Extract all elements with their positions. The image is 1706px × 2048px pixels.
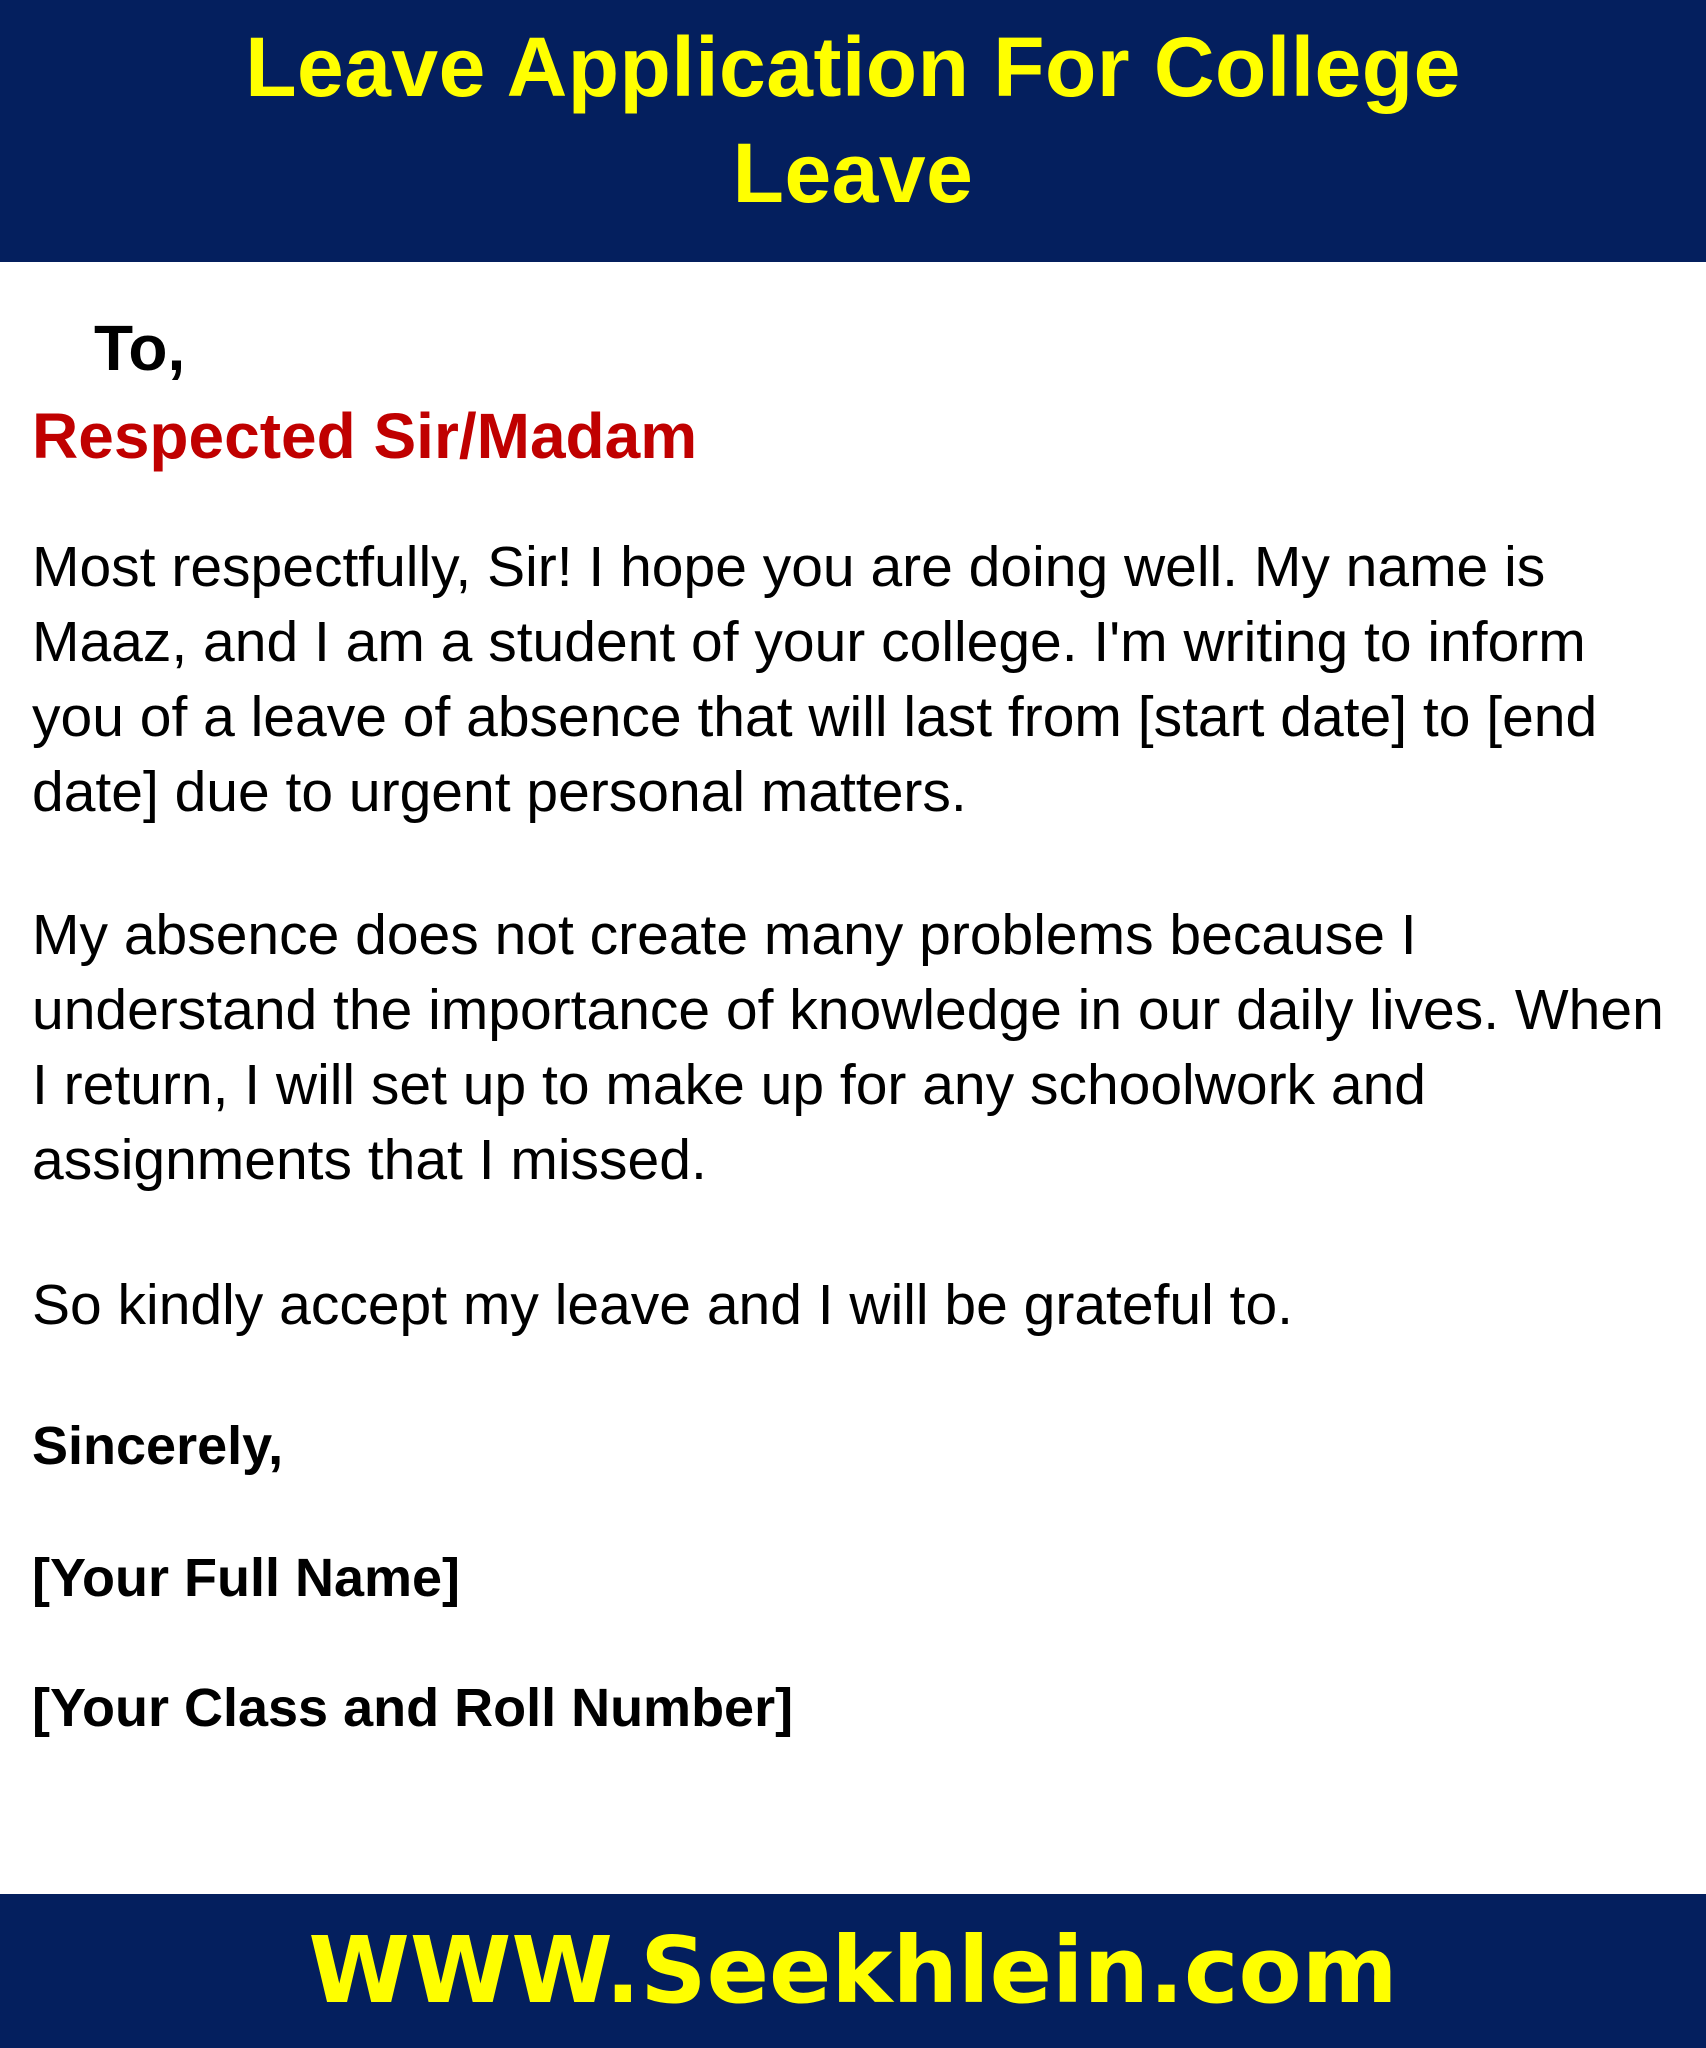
page-title-line-1: Leave Application For College [245,20,1461,114]
letter-paragraph: My absence does not create many problems because I understand the importance of knowledge in our daily lives. When I return, I will set up to make up for any schoolwork and assignments that I missed. [32,903,1664,1192]
recipient-label: To, [94,312,186,384]
footer-banner [0,1894,1706,2048]
header-banner [0,0,1706,262]
page-title [0,14,1706,226]
salutation: Respected Sir/Madam [32,400,698,472]
letter-paragraph: So kindly accept my leave and I will be grateful to. [32,1273,1293,1337]
letter-body [0,262,1706,1894]
letter-paragraph: Most respectfully, Sir! I hope you are doing well. My name is Maaz, and I am a student of your college. I'm writing to inform you of a leave of absence that will last from [start date] to [end date] due to urgent personal matters. [32,535,1598,824]
name-placeholder: [Your Full Name] [32,1548,461,1608]
class-roll-placeholder: [Your Class and Roll Number] [32,1678,794,1738]
page-title-line-2: Leave [732,126,974,220]
closing: Sincerely, [32,1416,284,1476]
website-url: WWW.Seekhlein.com [308,1917,1398,2024]
